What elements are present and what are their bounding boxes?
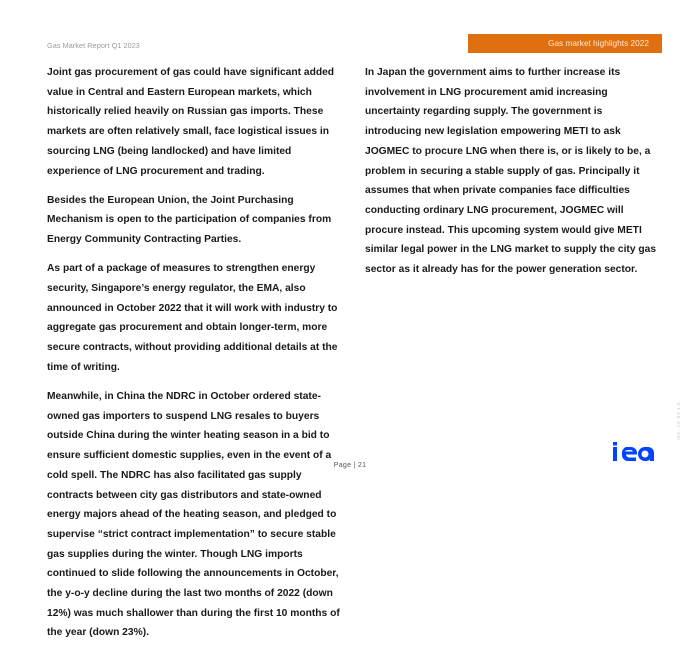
paragraph: In Japan the government aims to further increase its involvement in LNG procurement amid increasing uncertainty regarding supply. The government is introducing new legislation empowering METI to ask JOGMEC to procure LNG when there is, or is likely to be, a problem in securing a stable supply of gas. Principally it assumes that when private companies face difficulties conducting ordinary LNG procurement, JOGMEC will procure instead. This upcoming system would give METI similar legal power in the LNG market to supply the city gas sector as it already has for the power generation sector. bbox=[365, 67, 657, 276]
paragraph: As part of a package of measures to strengthen energy security, Singapore’s energy regulator, the EMA, also announced in October 2022 that it will work with industry to aggregate gas procurement and obtain longer-term, more secure contracts, without providing additional details at the time of writing. bbox=[47, 263, 338, 373]
paragraph: Besides the European Union, the Joint Purchasing Mechanism is open to the participation of companies from Energy Community Contracting Parties. bbox=[47, 194, 332, 246]
paragraph: Joint gas procurement of gas could have significant added value in Central and Eastern European markets, which historically relied heavily on Russian gas imports. These markets are often relatively small, face logistical issues in sourcing LNG (being landlocked) and have limited experience of LNG procurement and trading. bbox=[47, 67, 335, 177]
iea-logo-icon bbox=[612, 441, 654, 463]
paragraph: Meanwhile, in China the NDRC in October ordered state-owned gas importers to suspend LNG resales to buyers outside China during the winter heating season in a bid to ensure sufficient domestic supplies, even in the event of a cold spell. The NDRC has also facilitated gas supply contracts between city gas distributors and state-owned energy majors ahead of the heating season, and pledged to supervise “strict contract implementation” to secure stable gas supplies during the winter. Though LNG imports continued to slide following the announcements in October, the y-o-y decline during the last two months of 2022 (down 12%) was much shallower than during the first 10 months of the year (down 23%). bbox=[47, 391, 340, 639]
license-text: IEA. CC BY 4.0. bbox=[676, 400, 681, 440]
report-title: Gas Market Report Q1 2023 bbox=[47, 41, 140, 50]
page-number: Page | 21 bbox=[333, 462, 367, 469]
right-column bbox=[365, 63, 660, 289]
left-column bbox=[47, 63, 347, 653]
section-banner: Gas market highlights 2022 bbox=[468, 34, 662, 53]
